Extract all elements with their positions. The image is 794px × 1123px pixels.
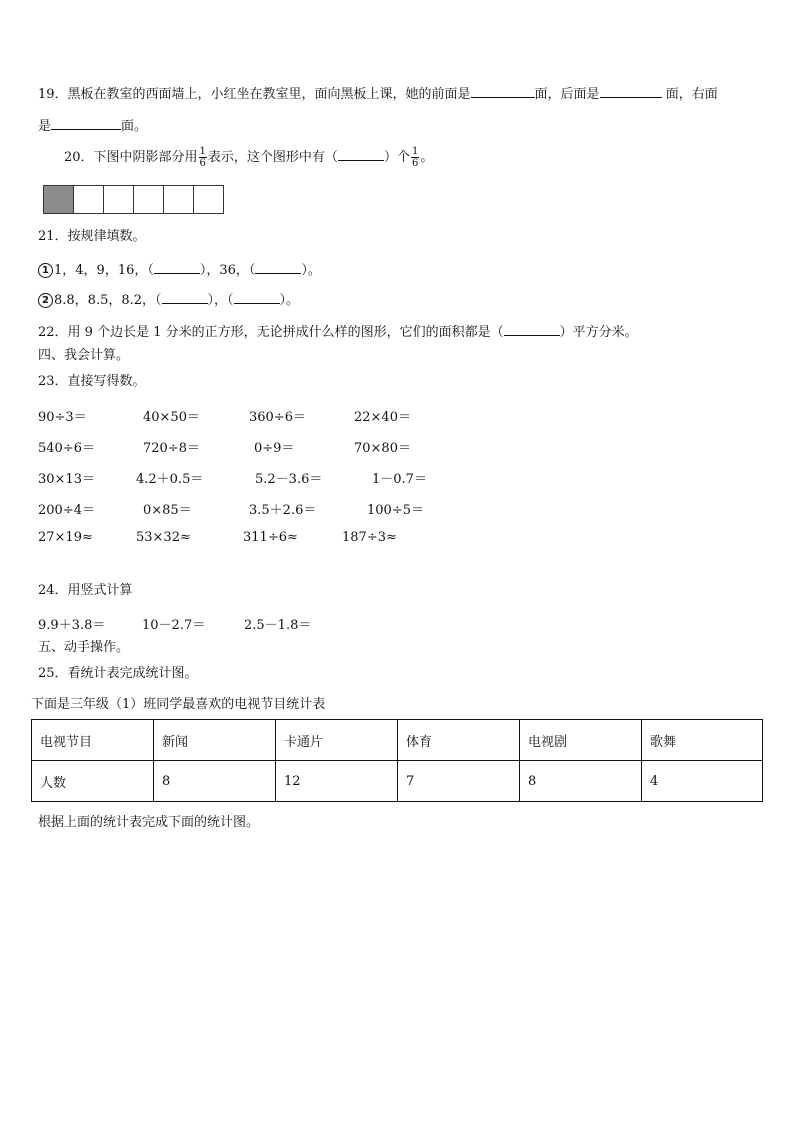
q21-row2-blank-2[interactable]	[234, 290, 280, 304]
q25-footer: 根据上面的统计表完成下面的统计图。	[38, 815, 260, 830]
q22-blank[interactable]	[504, 322, 560, 336]
blank-cell	[193, 185, 224, 214]
q19-line1	[38, 84, 718, 103]
table-row	[32, 761, 763, 802]
calc-item: 540÷6＝	[38, 441, 95, 456]
q19-line2	[38, 116, 147, 135]
q19-blank-right[interactable]	[51, 116, 121, 130]
calc-item: 22×40＝	[354, 410, 411, 425]
q22-text-2: ）平方分米。	[559, 325, 638, 340]
q20-fraction-1	[199, 146, 207, 169]
shaded-cell	[43, 185, 74, 214]
q25-title: 25．看统计表完成统计图。	[38, 666, 198, 681]
calc-item: 100÷5＝	[367, 503, 424, 518]
q22-line	[38, 322, 638, 341]
table-cell: 8	[154, 761, 276, 802]
blank-cell	[163, 185, 194, 214]
q21-row2-text: 8.8，8.5，8.2，（	[54, 293, 162, 308]
calc-item: 70×80＝	[354, 441, 411, 456]
tv-program-stats-table	[31, 719, 763, 802]
calc-item: 53×32≈	[136, 530, 191, 545]
q21-row1	[38, 260, 321, 279]
q20-text: 20．下图中阴影部分用	[64, 150, 198, 165]
q20-text-4: 。	[420, 150, 434, 165]
vertical-calc-item: 2.5－1.8＝	[244, 618, 312, 633]
q21-row2	[38, 290, 299, 309]
q20-text-3: ）个	[383, 150, 410, 165]
q21-row2-blank-1[interactable]	[162, 290, 208, 304]
q21-row2-mid: ），（	[207, 293, 234, 308]
table-cell: 4	[642, 761, 763, 802]
section-5-heading: 五、动手操作。	[38, 640, 130, 655]
calc-item: 0÷9＝	[254, 441, 295, 456]
calc-item: 187÷3≈	[342, 530, 397, 545]
table-cell: 8	[520, 761, 642, 802]
q21-title: 21．按规律填数。	[38, 229, 146, 244]
calc-item: 27×19≈	[38, 530, 93, 545]
circled-number-2: 2	[38, 293, 53, 308]
q21-row1-end: ）。	[301, 263, 321, 278]
table-header-row	[32, 720, 763, 761]
q19-blank-front[interactable]	[471, 84, 535, 98]
frac-den: 6	[411, 158, 419, 169]
calc-item: 311÷6≈	[243, 530, 298, 545]
blank-cell	[73, 185, 104, 214]
q21-row2-end: ）。	[279, 293, 300, 308]
table-cell: 人数	[32, 761, 154, 802]
calc-item: 1－0.7＝	[372, 472, 427, 487]
q20-text-2: 表示，这个图形中有（	[207, 150, 338, 165]
vertical-calc-item: 9.9＋3.8＝	[38, 618, 106, 633]
table-cell: 体育	[398, 720, 520, 761]
table-cell: 电视节目	[32, 720, 154, 761]
q19-text-5: 面。	[121, 119, 148, 134]
frac-num: 1	[411, 146, 419, 157]
vertical-calc-item: 10－2.7＝	[142, 618, 206, 633]
q24-title: 24．用竖式计算	[38, 583, 133, 598]
blank-cell	[103, 185, 134, 214]
q19-text-2: 面，后面是	[534, 87, 600, 102]
q20-line	[64, 146, 433, 170]
section-4-heading: 四、我会计算。	[38, 348, 130, 363]
calc-item: 4.2＋0.5＝	[136, 472, 204, 487]
q21-row1-blank-1[interactable]	[154, 260, 200, 274]
calc-item: 30×13＝	[38, 472, 95, 487]
q21-row1-blank-2[interactable]	[255, 260, 301, 274]
table-cell: 7	[398, 761, 520, 802]
q23-title: 23．直接写得数。	[38, 374, 146, 389]
q20-strip-figure	[43, 185, 224, 214]
q19-text: 19．黑板在教室的西面墙上，小红坐在教室里，面向黑板上课，她的前面是	[38, 87, 471, 102]
frac-num: 1	[199, 146, 206, 157]
q19-text-4: 是	[38, 119, 52, 134]
calc-item: 90÷3＝	[38, 410, 87, 425]
q20-fraction-2	[411, 146, 419, 169]
blank-cell	[133, 185, 164, 214]
q22-text: 22．用 9 个边长是 1 分米的正方形，无论拼成什么样的图形，它们的面积都是（	[38, 325, 504, 340]
table-cell: 电视剧	[520, 720, 642, 761]
q20-blank[interactable]	[338, 147, 384, 161]
q25-table-caption: 下面是三年级（1）班同学最喜欢的电视节目统计表	[31, 697, 326, 712]
q21-row1-text: 1，4，9，16，（	[54, 263, 154, 278]
table-cell: 12	[276, 761, 398, 802]
q19-blank-back[interactable]	[600, 84, 662, 98]
calc-item: 360÷6＝	[249, 410, 306, 425]
q19-text-3: 面，右面	[661, 87, 718, 102]
table-cell: 歌舞	[642, 720, 763, 761]
table-cell: 卡通片	[276, 720, 398, 761]
calc-item: 5.2－3.6＝	[255, 472, 323, 487]
calc-item: 200÷4＝	[38, 503, 95, 518]
q21-row1-mid: ），36，（	[199, 263, 256, 278]
table-cell: 新闻	[154, 720, 276, 761]
calc-item: 720÷8＝	[143, 441, 200, 456]
calc-item: 3.5＋2.6＝	[249, 503, 317, 518]
calc-item: 40×50＝	[143, 410, 200, 425]
circled-number-1: 1	[38, 263, 53, 278]
frac-den: 6	[199, 158, 206, 169]
calc-item: 0×85＝	[143, 503, 192, 518]
